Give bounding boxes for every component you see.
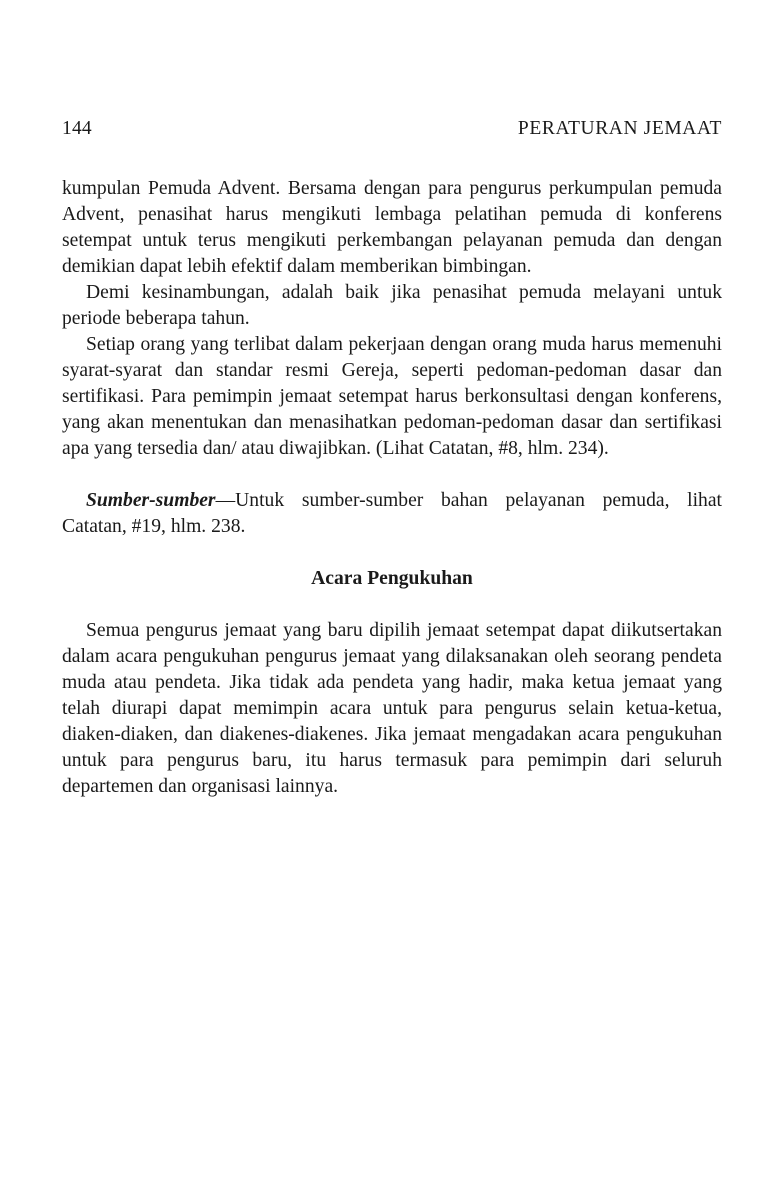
paragraph-continuation: kumpulan Pemuda Advent. Bersama dengan para pengurus perkumpulan pemuda Advent, penasihat harus mengikuti lembaga pelatihan pemuda di konferens setempat untuk terus mengikuti perkembangan pelayanan pemuda dan dengan demikian dapat lebih efektif dalam memberikan bimbingan.: [62, 178, 722, 277]
paragraph-requirements: Setiap orang yang terlibat dalam pekerjaan dengan orang muda harus memenuhi syarat-syarat dan standar resmi Gereja, seperti pedoman-pedoman dasar dan sertifikasi. Para pemimpin jemaat setempat harus berkonsultasi dengan konferens, yang akan menentukan dan menasihatkan pedoman-pedoman dasar dan sertifikasi apa yang tersedia dan/ atau diwajibkan. (Lihat Catatan, #8, hlm. 234).: [62, 334, 722, 459]
paragraph-continuity: Demi kesinambungan, adalah baik jika penasihat pemuda melayani untuk periode beberapa tahun.: [62, 282, 722, 329]
section-heading: Acara Pengukuhan: [311, 568, 473, 589]
paragraph-resources: [62, 488, 722, 540]
paragraph-gap: [62, 462, 722, 488]
resources-term: Sumber-sumber: [86, 490, 216, 511]
book-title: PERATURAN JEMAAT: [517, 118, 722, 139]
page-number: 144: [62, 118, 92, 139]
paragraph-installation: Semua pengurus jemaat yang baru dipilih jemaat setempat dapat diikutsertakan dalam acara pengukuhan pengurus jemaat yang dilaksanakan oleh seorang pendeta muda atau pendeta. Jika tidak ada pendeta yang hadir, maka ketua jemaat yang telah diurapi dapat memimpin acara untuk para pengurus selain ketua-ketua, diaken-diaken, dan diakenes-diakenes. Jika jemaat mengadakan acara pengukuhan untuk para pengurus baru, itu harus termasuk para pemimpin dari seluruh departemen dan organisasi lainnya.: [62, 620, 722, 797]
resources-text: —Untuk sumber-sumber bahan pelayanan pemuda, lihat Catatan, #19, hlm. 238.: [62, 490, 722, 537]
running-header: [62, 118, 722, 144]
body-text: [62, 176, 722, 800]
